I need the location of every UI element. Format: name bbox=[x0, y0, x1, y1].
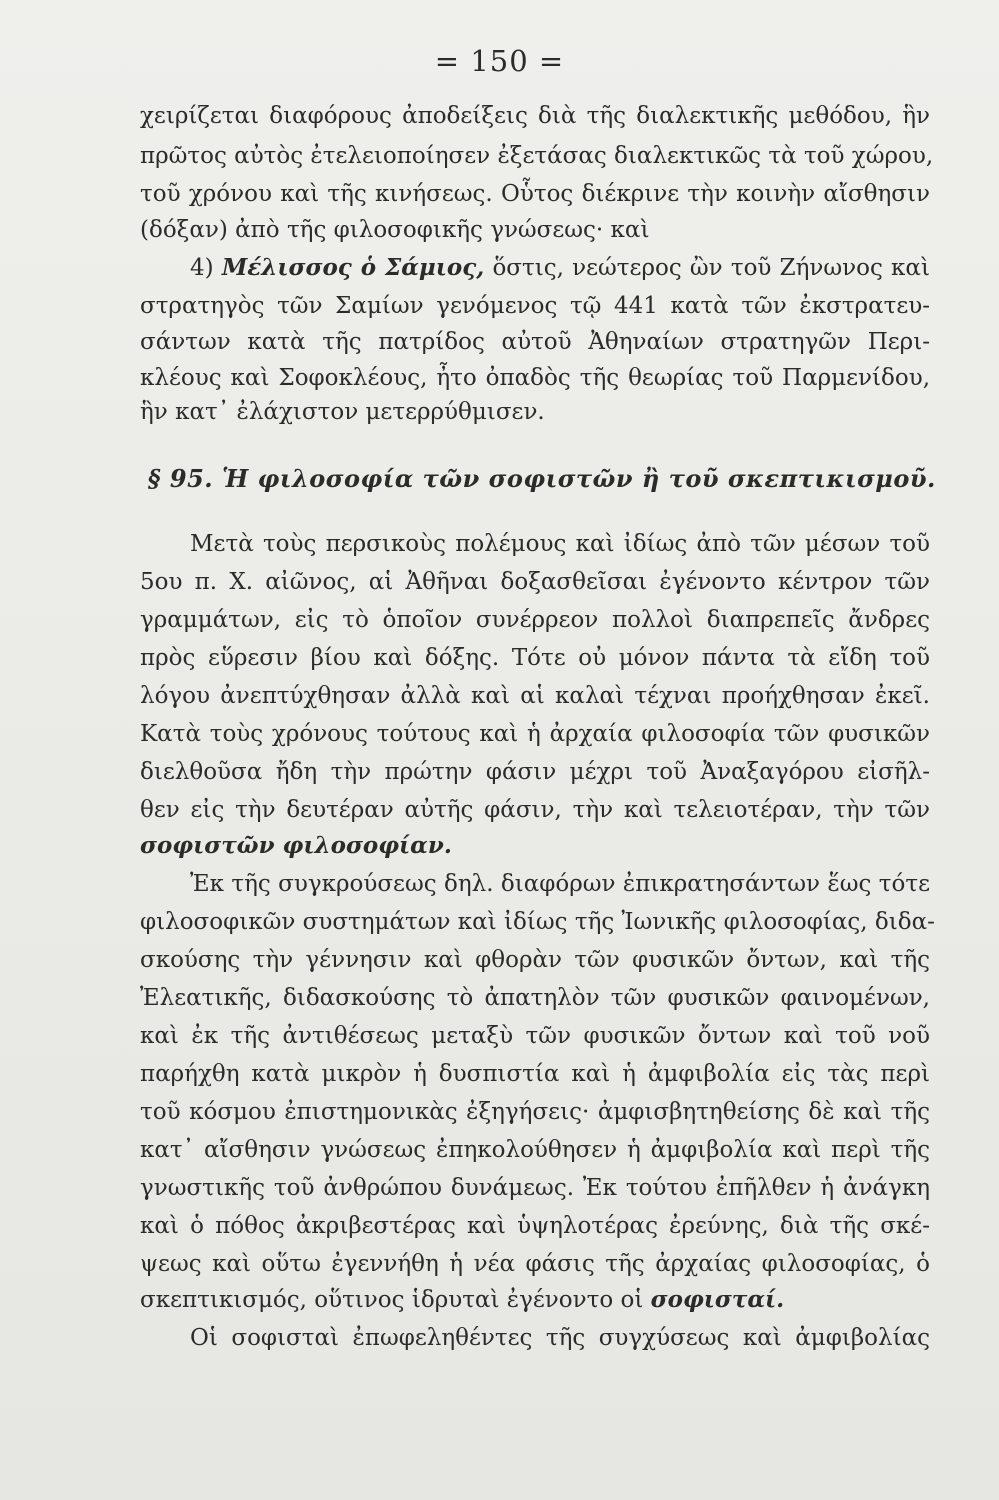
text-line: γνωστικῆς τοῦ ἀνθρώπου δυνάμεως. Ἐκ τούτου ἐπῆλθεν ἡ ἀνάγκη bbox=[140, 1175, 930, 1201]
text-line: λόγου ἀνεπτύχθησαν ἀλλὰ καὶ αἱ καλαὶ τέχναι προήχθησαν ἐκεῖ. bbox=[140, 683, 930, 709]
text-line: Κατὰ τοὺς χρόνους τούτους καὶ ἡ ἀρχαία φιλοσοφία τῶν φυσικῶν bbox=[140, 721, 930, 747]
text-line: καὶ ἐκ τῆς ἀντιθέσεως μεταξὺ τῶν φυσικῶν ὄντων καὶ τοῦ νοῦ bbox=[140, 1023, 930, 1049]
text-line: πρῶτος αὐτὸς ἐτελειοποίησεν ἐξετάσας διαλεκτικῶς τὰ τοῦ χώρου, bbox=[140, 143, 934, 169]
emphasis-sophists: σοφισταί. bbox=[650, 1286, 785, 1313]
text-line: σκούσης τὴν γέννησιν καὶ φθορὰν τῶν φυσικῶν ὄντων, καὶ τῆς bbox=[140, 947, 930, 973]
item-number: 4) bbox=[190, 255, 214, 281]
page-number: = 150 = bbox=[434, 44, 565, 78]
text-line: κατ᾿ αἴσθησιν γνώσεως ἐπηκολούθησεν ἡ ἀμφιβολία καὶ περὶ τῆς bbox=[140, 1137, 930, 1163]
text-line: ἣν κατ᾿ ἐλάχιστον μετερρύθμισεν. bbox=[140, 399, 545, 425]
text-line: τοῦ κόσμου ἐπιστημονικὰς ἐξηγήσεις· ἀμφισβητηθείσης δὲ καὶ τῆς bbox=[140, 1099, 930, 1125]
text-line: Ἐκ τῆς συγκρούσεως δηλ. διαφόρων ἐπικρατησάντων ἕως τότε bbox=[190, 871, 930, 897]
text-line: ψεως καὶ οὕτω ἐγεννήθη ἡ νέα φάσις τῆς ἀρχαίας φιλοσοφίας, ὁ bbox=[140, 1251, 930, 1277]
name-melissos: Μέλισσος ὁ Σάμιος, bbox=[221, 254, 485, 281]
text-line: (δόξαν) ἀπὸ τῆς φιλοσοφικῆς γνώσεως· καὶ bbox=[140, 217, 650, 243]
text-line: παρήχθη κατὰ μικρὸν ἡ δυσπιστία καὶ ἡ ἀμφιβολία εἰς τὰς περὶ bbox=[140, 1061, 930, 1087]
text-line: κλέους καὶ Σοφοκλέους, ἦτο ὀπαδὸς τῆς θεωρίας τοῦ Παρμενίδου, bbox=[140, 365, 930, 391]
section-heading: § 95. Ἡ φιλοσοφία τῶν σοφιστῶν ἢ τοῦ σκεπτικισμοῦ. bbox=[148, 464, 936, 493]
text-line: πρὸς εὕρεσιν βίου καὶ δόξης. Τότε οὐ μόνον πάντα τὰ εἴδη τοῦ bbox=[140, 645, 930, 671]
text-line: 5ου π. Χ. αἰῶνος, αἱ Ἀθῆναι δοξασθεῖσαι ἐγένοντο κέντρον τῶν bbox=[140, 569, 930, 595]
text-line: Οἱ σοφισταὶ ἐπωφεληθέντες τῆς συγχύσεως καὶ ἀμφιβολίας bbox=[190, 1325, 930, 1351]
text-line: χειρίζεται διαφόρους ἀποδείξεις διὰ τῆς διαλεκτικῆς μεθόδου, ἣν bbox=[140, 103, 930, 129]
text-run: σκεπτικισμός, οὕτινος ἱδρυταὶ ἐγένοντο οἱ bbox=[140, 1287, 644, 1313]
text-run: ὅστις, νεώτερος ὢν τοῦ Ζήνωνος καὶ bbox=[492, 255, 930, 281]
text-line: διελθοῦσα ἤδη τὴν πρώτην φάσιν μέχρι τοῦ Ἀναξαγόρου εἰσῆλ- bbox=[140, 759, 930, 785]
text-line: στρατηγὸς τῶν Σαμίων γενόμενος τῷ 441 κατὰ τῶν ἐκστρατευ- bbox=[140, 293, 930, 319]
text-line: καὶ ὁ πόθος ἀκριβεστέρας καὶ ὑψηλοτέρας ἐρεύνης, διὰ τῆς σκέ- bbox=[140, 1213, 930, 1239]
text-line-melissos bbox=[190, 252, 930, 284]
text-line: θεν εἰς τὴν δευτέραν αὐτῆς φάσιν, τὴν καὶ τελειοτέραν, τὴν τῶν bbox=[140, 797, 930, 823]
text-line: φιλοσοφικῶν συστημάτων καὶ ἰδίως τῆς Ἰωνικῆς φιλοσοφίας, διδα- bbox=[140, 909, 935, 935]
text-line: Μετὰ τοὺς περσικοὺς πολέμους καὶ ἰδίως ἀπὸ τῶν μέσων τοῦ bbox=[190, 531, 930, 557]
text-line: Ἐλεατικῆς, διδασκούσης τὸ ἀπατηλὸν τῶν φυσικῶν φαινομένων, bbox=[140, 985, 930, 1011]
text-line-sophists bbox=[140, 1284, 930, 1316]
text-line: τοῦ χρόνου καὶ τῆς κινήσεως. Οὗτος διέκρινε τὴν κοινὴν αἴσθησιν bbox=[140, 181, 930, 207]
text-line: σάντων κατὰ τῆς πατρίδος αὐτοῦ Ἀθηναίων στρατηγῶν Περι- bbox=[140, 329, 930, 355]
text-line: γραμμάτων, εἰς τὸ ὁποῖον συνέρρεον πολλοὶ διαπρεπεῖς ἄνδρες bbox=[140, 607, 930, 633]
emphasis-sophists-philosophy: σοφιστῶν φιλοσοφίαν. bbox=[140, 832, 452, 859]
